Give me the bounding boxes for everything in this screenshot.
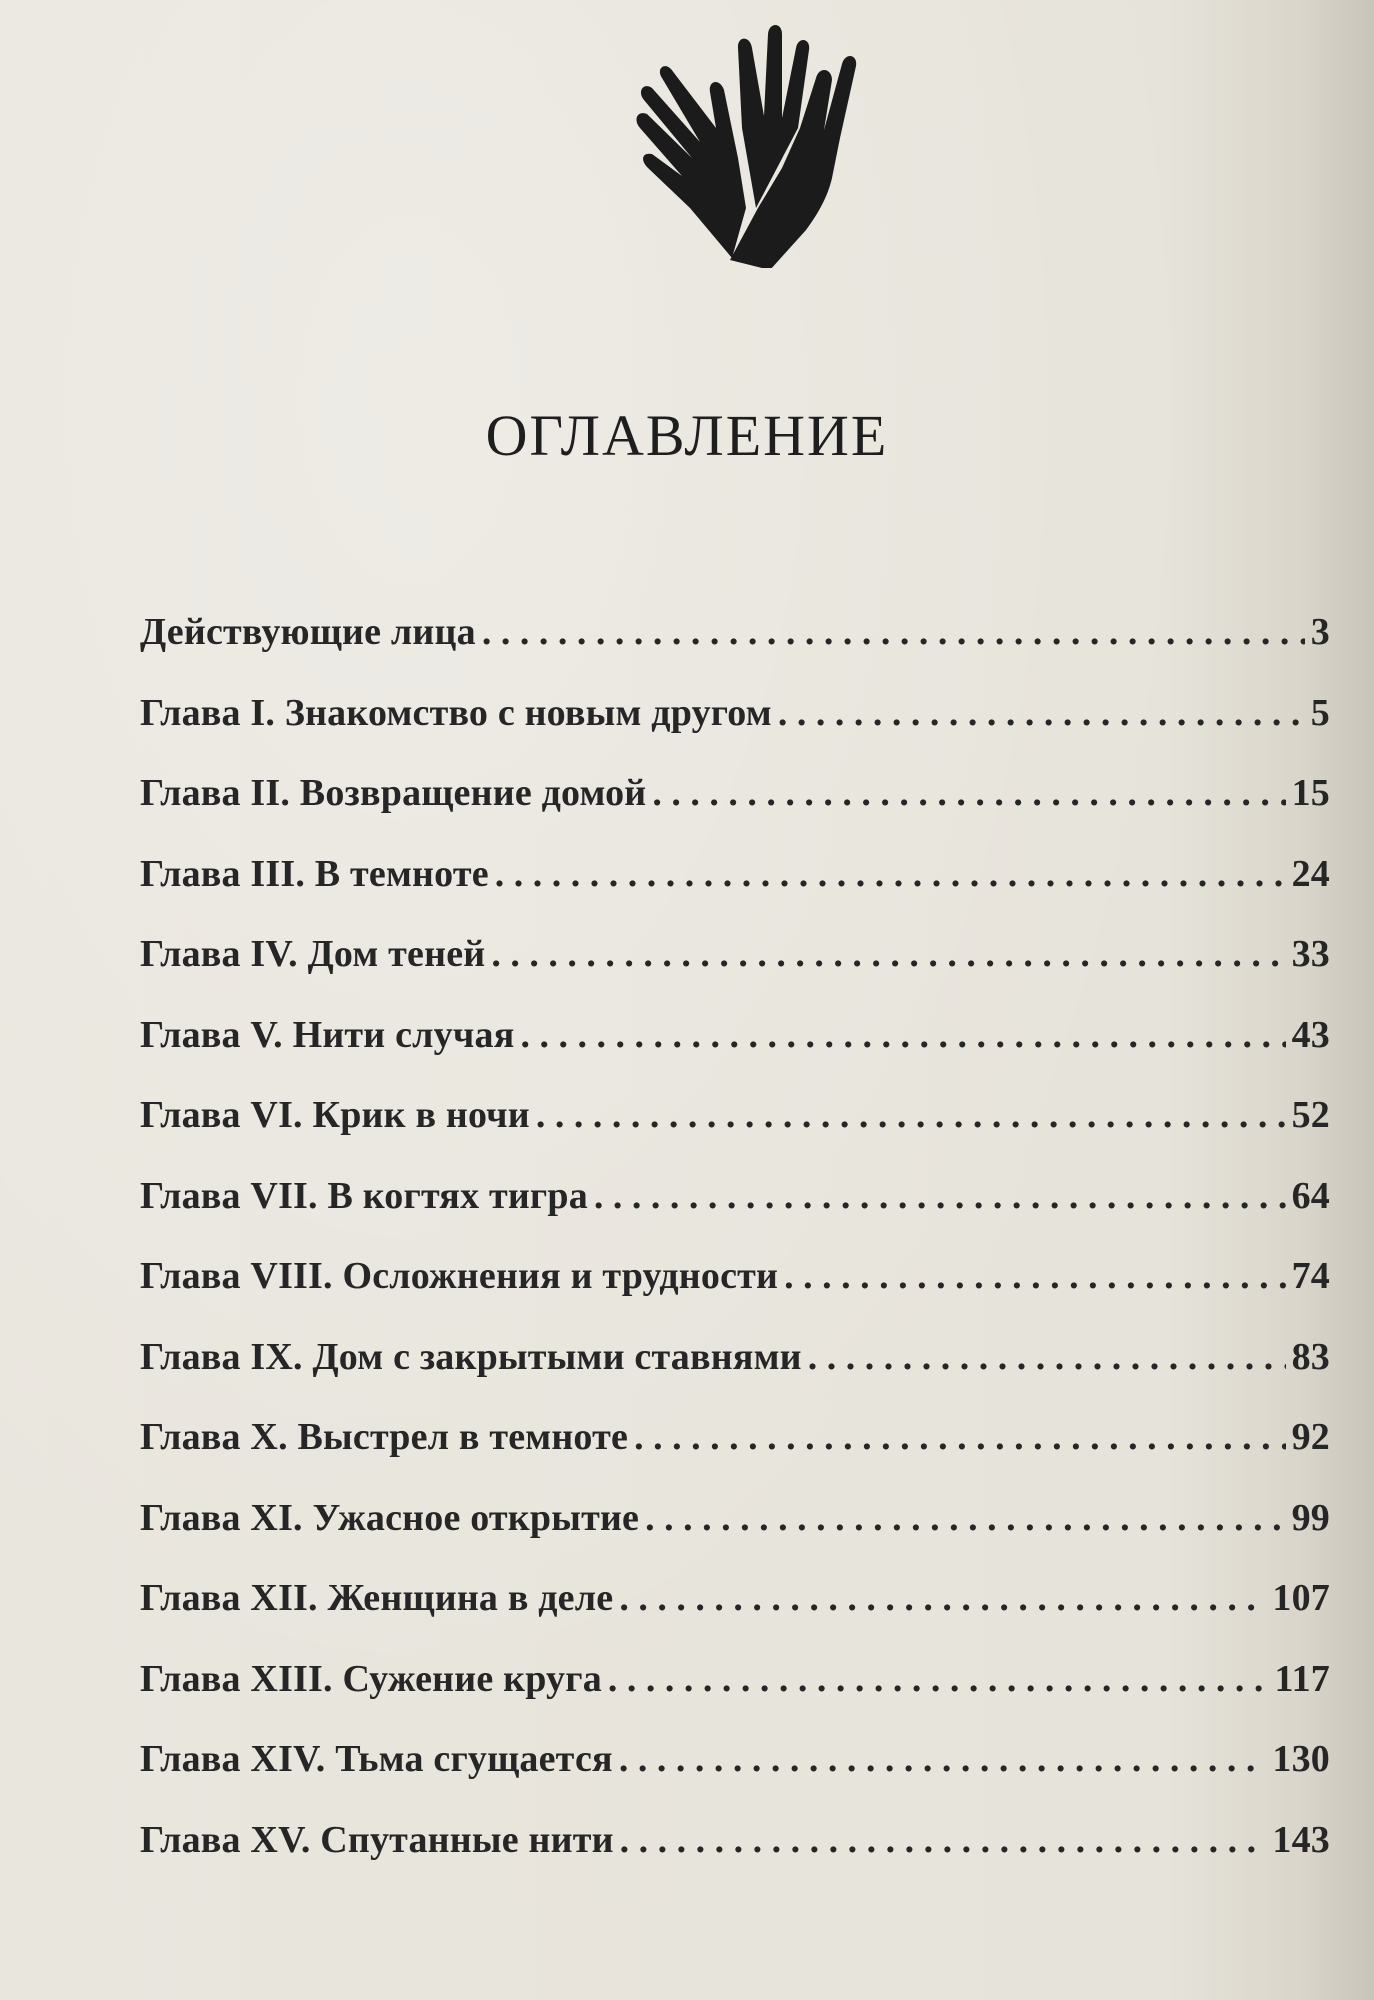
toc-entry-title: Глава VI. Крик в ночи [140, 1094, 530, 1136]
toc-entry-title: Действующие лица [140, 611, 476, 653]
dot-leader [645, 1496, 1285, 1540]
toc-entry[interactable] [140, 1818, 1330, 1899]
hands-icon [570, 8, 870, 268]
toc-entry[interactable] [140, 852, 1330, 933]
toc-entry-page-number: 64 [1291, 1174, 1330, 1217]
toc-entry[interactable] [140, 932, 1330, 1013]
dot-leader [620, 1818, 1267, 1862]
toc-entry[interactable] [140, 1174, 1330, 1255]
toc-entry[interactable] [140, 1335, 1330, 1416]
toc-entry[interactable] [140, 1254, 1330, 1335]
toc-entry-title: Глава XIV. Тьма сгущается [140, 1738, 613, 1780]
toc-entry-page-number: 52 [1291, 1094, 1330, 1136]
dot-leader [808, 1335, 1286, 1379]
dot-leader [778, 691, 1305, 735]
toc-entry-title: Глава V. Нити случая [140, 1013, 515, 1056]
toc-entry[interactable] [140, 1657, 1330, 1738]
toc-entry[interactable] [140, 691, 1330, 772]
toc-entry-title: Глава VIII. Осложнения и трудности [140, 1255, 779, 1297]
dot-leader [634, 1415, 1286, 1459]
toc-entry-page-number: 92 [1291, 1416, 1330, 1458]
toc-entry-page-number: 15 [1291, 772, 1330, 814]
toc-entry[interactable] [140, 771, 1330, 852]
toc-entry-title: Глава IX. Дом с закрытыми ставнями [140, 1335, 802, 1378]
toc-entry[interactable] [140, 1737, 1330, 1818]
toc-entry[interactable] [140, 1496, 1330, 1577]
toc-entry-page-number: 43 [1291, 1013, 1330, 1056]
toc-entry-title: Глава XII. Женщина в деле [140, 1577, 614, 1619]
toc-heading: ОГЛАВЛЕНИЕ [485, 403, 889, 468]
dot-leader [652, 771, 1285, 815]
toc-entry-title: Глава I. Знакомство с новым другом [140, 691, 772, 734]
dot-leader [619, 1576, 1266, 1620]
toc-entry[interactable] [140, 1576, 1330, 1657]
dot-leader [536, 1093, 1286, 1137]
dot-leader [520, 1013, 1285, 1057]
toc-entry-title: Глава XI. Ужасное открытие [140, 1496, 640, 1539]
table-of-contents [140, 610, 1330, 1898]
toc-entry-title: Глава XV. Спутанные нити [140, 1818, 614, 1861]
toc-entry-page-number: 99 [1291, 1496, 1330, 1539]
toc-entry-page-number: 107 [1272, 1577, 1330, 1619]
dot-leader [482, 610, 1305, 654]
toc-entry-title: Глава II. Возвращение домой [140, 772, 647, 814]
dot-leader [594, 1174, 1286, 1218]
toc-entry[interactable] [140, 1093, 1330, 1174]
toc-entry[interactable] [140, 610, 1330, 691]
toc-entry-page-number: 5 [1310, 691, 1330, 734]
toc-entry[interactable] [140, 1415, 1330, 1496]
toc-entry-page-number: 24 [1291, 852, 1330, 895]
toc-entry-page-number: 33 [1291, 933, 1330, 975]
dot-leader [491, 932, 1285, 976]
toc-entry-page-number: 83 [1291, 1335, 1330, 1378]
toc-entry-page-number: 117 [1274, 1657, 1330, 1700]
toc-entry-title: Глава X. Выстрел в темноте [140, 1416, 629, 1458]
dot-leader [495, 852, 1286, 896]
toc-entry-page-number: 3 [1310, 611, 1330, 653]
toc-entry[interactable] [140, 1013, 1330, 1094]
dot-leader [608, 1657, 1269, 1701]
toc-entry-page-number: 74 [1291, 1255, 1330, 1297]
dot-leader [784, 1254, 1285, 1298]
dot-leader [619, 1737, 1267, 1781]
toc-entry-title: Глава IV. Дом теней [140, 933, 486, 975]
toc-entry-title: Глава VII. В когтях тигра [140, 1174, 588, 1217]
toc-entry-page-number: 143 [1272, 1818, 1330, 1861]
toc-entry-title: Глава III. В темноте [140, 852, 489, 895]
toc-entry-title: Глава XIII. Сужение круга [140, 1657, 602, 1700]
toc-entry-page-number: 130 [1272, 1738, 1330, 1780]
